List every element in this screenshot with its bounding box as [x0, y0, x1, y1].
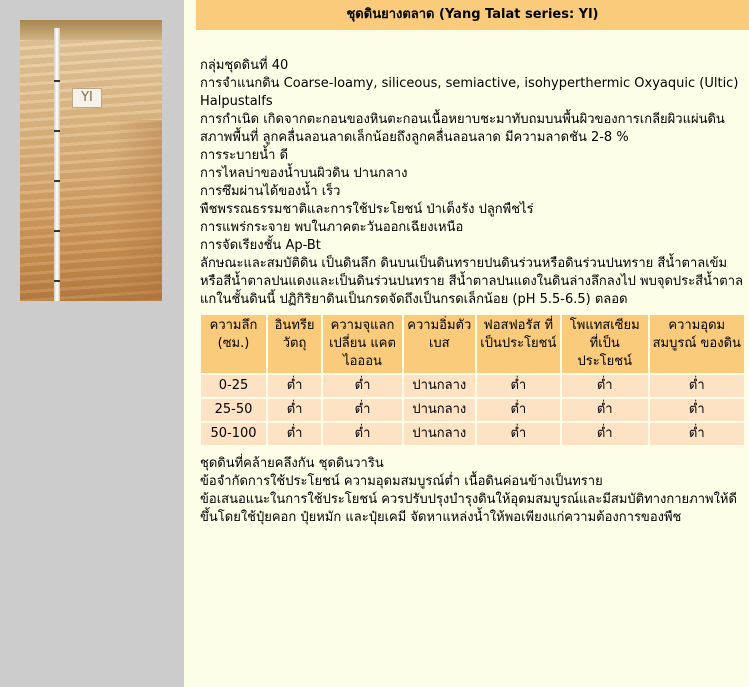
col-depth: ความลึก (ซม.) [201, 315, 266, 373]
pole-tick [54, 230, 60, 232]
col-organic-matter: อินทรีย วัตถุ [268, 315, 321, 373]
col-fertility: ความอุดม สมบูรณ์ ของดิน [650, 315, 744, 373]
drainage: การระบายน้ำ ดี [200, 148, 289, 163]
soil-profile-photo [20, 20, 162, 301]
cell-phosphorus: ต่ำ [477, 423, 560, 445]
col-cec: ความจุแลกเปลี่ยน แคตไอออน [323, 315, 402, 373]
cell-base-saturation: ปานกลาง [404, 399, 475, 421]
land-use-recommendations: ข้อเสนอแนะในการใช้ประโยชน์ ควรปรับปรุงบำรุงดินให้อุดมสมบูรณ์และมีสมบัติทางกายภาพให้ดีขึ้นโดยใช้ปุ๋ยคอก ปุ๋ยหมัก และปุ๋ยเคมี จัดหาแหล่งน้ำให้พอเพียงแก่ความต้องการของพืช [200, 492, 737, 525]
vegetation-land-use: พืชพรรณธรรมชาติและการใช้ประโยชน์ ป่าเต็งรัง ปลูกพืชไร่ [200, 202, 534, 217]
cell-fertility: ต่ำ [650, 423, 744, 445]
distribution: การแพร่กระจาย พบในภาคตะวันออกเฉียงเหนือ [200, 220, 464, 235]
soil-properties: ลักษณะและสมบัติดิน เป็นดินลึก ดินบนเป็นดินทรายปนดินร่วนหรือดินร่วนปนทราย สีน้ำตาลเข้มหรือสีน้ำตาลปนแดงและเป็นดินร่วนปนทราย สีน้ำตาลปนแดงในดินล่างลึกลงไป พบจุดประสีน้ำตาลแกในชั้นดินนี้ ปฏิกิริยาดินเป็นกรดจัดถึงเป็นกรดเล็กน้อย (pH 5.5-6.5) ตลอด [200, 256, 743, 307]
fertility-table [199, 313, 746, 447]
col-potassium: โพแทสเซียม ที่เป็นประโยชน์ [562, 315, 648, 373]
cell-cec: ต่ำ [323, 375, 402, 397]
soil-origin: การกำเนิด เกิดจากตะกอนของหินตะกอนเนื้อหยาบชะมาทับถมบนพื้นผิวของการเกลียผิวแผ่นดิน [200, 112, 725, 127]
cell-fertility: ต่ำ [650, 375, 744, 397]
cell-phosphorus: ต่ำ [477, 399, 560, 421]
land-use-limitations: ข้อจำกัดการใช้ประโยชน์ ความอุดมสมบูรณ์ต่ำ เนื้อดินค่อนข้างเป็นทราย [200, 474, 603, 489]
col-base-saturation: ความอิ่มตัว เบส [404, 315, 475, 373]
cell-potassium: ต่ำ [562, 423, 648, 445]
cell-depth: 25-50 [201, 399, 266, 421]
cell-organic-matter: ต่ำ [268, 423, 321, 445]
table-row [201, 375, 744, 397]
col-phosphorus: ฟอสฟอรัส ที่เป็นประโยชน์ [477, 315, 560, 373]
measuring-pole [54, 28, 60, 301]
cell-potassium: ต่ำ [562, 399, 648, 421]
cell-depth: 0-25 [201, 375, 266, 397]
page-title: ชุดดินยางตลาด (Yang Talat series: Yl) [196, 0, 749, 30]
series-label-card: YI [72, 88, 102, 108]
pole-tick [54, 80, 60, 82]
cell-phosphorus: ต่ำ [477, 375, 560, 397]
cell-cec: ต่ำ [323, 423, 402, 445]
left-sidebar [0, 0, 184, 687]
soil-group: กลุ่มชุดดินที่ 40 [200, 58, 289, 73]
terrain: สภาพพื้นที่ ลูกคลื่นลอนลาดเล็กน้อยถึงลูกคลื่นลอนลาด มีความลาดชัน 2-8 % [200, 130, 629, 145]
cell-cec: ต่ำ [323, 399, 402, 421]
surface-vegetation [20, 20, 162, 40]
table-header-row [201, 315, 744, 373]
cell-potassium: ต่ำ [562, 375, 648, 397]
soil-description [200, 57, 746, 527]
pole-tick [54, 280, 60, 282]
cell-organic-matter: ต่ำ [268, 399, 321, 421]
table-row [201, 423, 744, 445]
surface-runoff: การไหลบ่าของน้ำบนผิวดิน ปานกลาง [200, 166, 408, 181]
horizon-sequence: การจัดเรียงชั้น Ap-Bt [200, 238, 321, 253]
soil-classification: การจำแนกดิน Coarse-loamy, siliceous, semiactive, isohyperthermic Oxyaquic (Ultic) Halpustalfs [200, 76, 739, 109]
photo-shadow [110, 120, 162, 301]
cell-base-saturation: ปานกลาง [404, 423, 475, 445]
cell-base-saturation: ปานกลาง [404, 375, 475, 397]
permeability: การซึมผ่านได้ของน้ำ เร็ว [200, 184, 341, 199]
cell-organic-matter: ต่ำ [268, 375, 321, 397]
table-row [201, 399, 744, 421]
pole-tick [54, 130, 60, 132]
cell-fertility: ต่ำ [650, 399, 744, 421]
similar-series: ชุดดินที่คล้ายคลึงกัน ชุดดินวาริน [200, 456, 384, 471]
cell-depth: 50-100 [201, 423, 266, 445]
pole-tick [54, 180, 60, 182]
